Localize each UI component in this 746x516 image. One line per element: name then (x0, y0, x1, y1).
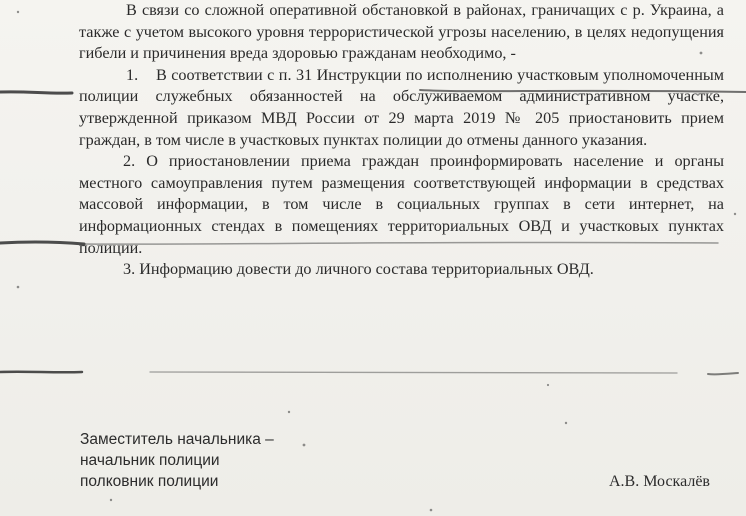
scan-artifact-line (150, 372, 677, 373)
document-body (79, 0, 724, 281)
scan-artifact-line (0, 242, 84, 244)
scan-artifact-line (0, 92, 72, 93)
scan-speck (110, 499, 112, 501)
scan-artifact-line (0, 372, 82, 373)
intro-text: В связи со сложной оперативной обстановкой в районах, граничащих с р. Украина, а также с учетом высокого уровня террористической угрозы населению, в целях недопущения гибели и причинения вреда здоровью гражданам необходимо, - (79, 1, 724, 63)
scan-speck (430, 509, 433, 512)
signature-title-line-2: начальник полиции (80, 452, 220, 469)
intro-paragraph (79, 0, 724, 65)
signature-title-line-3: полковник полиции (80, 473, 219, 490)
list-item-2-number: 2. (123, 152, 136, 171)
list-item-1 (79, 65, 724, 151)
signature-name: А.В. Москалёв (609, 473, 710, 490)
scan-speck (734, 213, 736, 215)
scan-speck (17, 286, 20, 289)
list-item-3-number: 3. (123, 260, 136, 279)
list-item-3-text: Информацию довести до личного состава территориальных ОВД. (139, 260, 594, 279)
scan-speck (565, 422, 567, 424)
list-item-1-text: В соответствии с п. 31 Инструкции по исполнению участковым уполномоченным полиции служебных обязанностей на обслуживаемом административном участке, утвержденной приказом МВД России от 29 марта 2019 № 205 приостановить прием граждан, в том числе в участковых пунктах полиции до отмены данного указания. (79, 65, 724, 149)
list-item-3 (79, 259, 724, 281)
scan-speck (288, 411, 290, 413)
list-item-2 (79, 151, 724, 259)
signature-block (80, 429, 710, 492)
scan-speck (17, 11, 19, 13)
signature-title-line-1: Заместитель начальника – (80, 431, 274, 448)
list-item-1-number: 1. (126, 65, 139, 84)
scan-speck (547, 384, 549, 386)
list-item-2-text: О приостановлении приема граждан проинформировать население и органы местного самоуправления путем размещения соответствующей информации в средствах массовой информации, в том числе в социальных группах в сети интернет, на информационных стендах в помещениях территориальных ОВД и участковых пунктах полиции. (79, 152, 724, 257)
scan-artifact-line (708, 373, 738, 374)
